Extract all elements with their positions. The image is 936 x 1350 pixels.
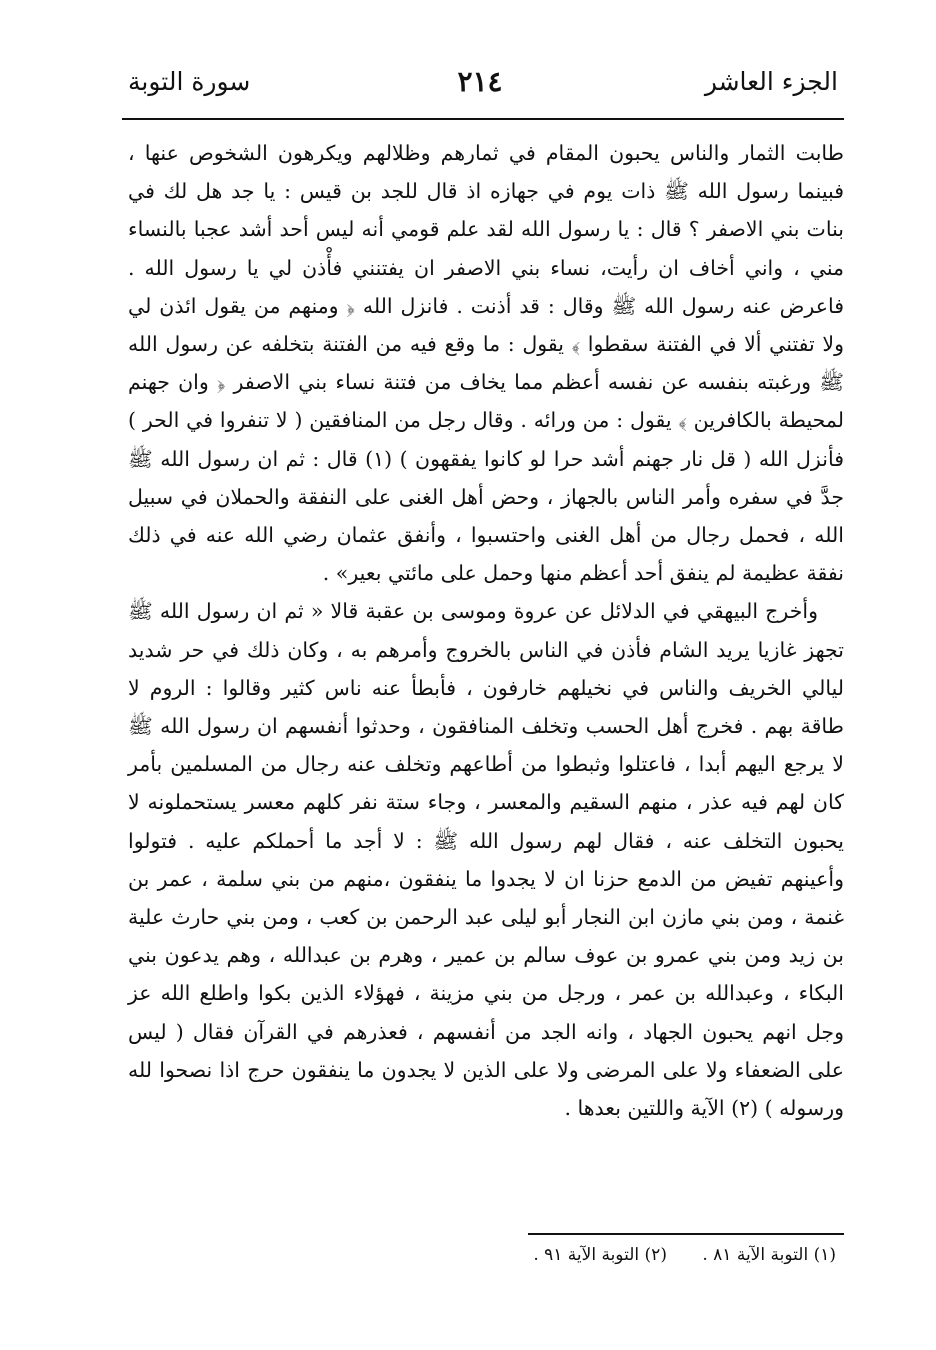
page-number: ٢١٤ <box>457 65 503 98</box>
footnote-2: (٢) التوبة الآية ٩١ . <box>533 1245 667 1265</box>
header-divider <box>122 118 844 120</box>
footnote-divider <box>528 1233 844 1235</box>
running-header <box>118 66 842 108</box>
part-title: الجزء العاشر <box>704 67 838 96</box>
paragraph-1: طابت الثمار والناس يحبون المقام في ثمارهم وظلالهم ويكرهون الشخوص عنها ، فبينما رسول الله ﷺ ذات يوم في جهازه اذ قال للجد بن قيس : يا جد هل لك في بنات بني الاصفر ؟ قال : يا رسول الله لقد علم قومي أنه ليس أحد أشد عجبا بالنساء مني ، واني أخاف ان رأيت، نساء بني الاصفر ان يفتنني فأْذن لي يا رسول الله . فاعرض عنه رسول الله ﷺ وقال : قد أذنت . فانزل الله ﴿ ومنهم من يقول ائذن لي ولا تفتني ألا في الفتنة سقطوا ﴾ يقول : ما وقع فيه من الفتنة بتخلفه عن رسول الله ﷺ ورغبته بنفسه عن نفسه أعظم مما يخاف من فتنة نساء بني الاصفر ﴿ وان جهنم لمحيطة بالكافرين ﴾ يقول : من ورائه . وقال رجل من المنافقين ( لا تنفروا في الحر ) فأنزل الله ( قل نار جهنم أشد حرا لو كانوا يفقهون ) (١) قال : ثم ان رسول الله ﷺ جدَّ في سفره وأمر الناس بالجهاز ، وحض أهل الغنى على النفقة والحملان في سبيل الله ، فحمل رجال من أهل الغنى واحتسبوا ، وأنفق عثمان رضي الله عنه في ذلك نفقة عظيمة لم ينفق أحد أعظم منها وحمل على مائتي بعير» . <box>128 141 844 586</box>
paragraph-2: وأخرج البيهقي في الدلائل عن عروة وموسى بن عقبة قالا « ثم ان رسول الله ﷺ تجهز غازيا يريد الشام فأذن في الناس بالخروج وأمرهم به ، وكان ذلك في حر شديد ليالي الخريف والناس في نخيلهم خارفون ، فأبطأ عنه ناس كثير وقالوا : الروم لا طاقة بهم . فخرج أهل الحسب وتخلف المنافقون ، وحدثوا أنفسهم ان رسول الله ﷺ لا يرجع اليهم أبدا ، فاعتلوا وثبطوا من أطاعهم وتخلف عنه رجال من المسلمين بأمر كان لهم فيه عذر ، منهم السقيم والمعسر ، وجاء ستة نفر كلهم معسر يستحملونه لا يحبون التخلف عنه ، فقال لهم رسول الله ﷺ : لا أجد ما أحملكم عليه . فتولوا وأعينهم تفيض من الدمع حزنا ان لا يجدوا ما ينفقون ،منهم من بني سلمة ، عمر بن غنمة ، ومن بني مازن ابن النجار أبو ليلى عبد الرحمن بن كعب ، ومن بني حارث علية بن زيد ومن بني عمرو بن عوف سالم بن عمير ، وهرم بن عبدالله ، وهم يدعون بني البكاء ، وعبدالله بن عمر ، ورجل من بني مزينة ، فهؤلاء الذين بكوا واطلع الله عز وجل انهم يحبون الجهاد ، وانه الجد من أنفسهم ، فعذرهم في القرآن فقال ( ليس على الضعفاء ولا على المرضى ولا على الذين لا يجدون ما ينفقون حرج اذا نصحوا لله ورسوله ) (٢) الآية واللتين بعدها . <box>128 599 844 1121</box>
main-text <box>128 134 844 1127</box>
footnotes <box>416 1243 836 1267</box>
surah-title: سورة التوبة <box>128 67 251 96</box>
footnote-1: (١) التوبة الآية ٨١ . <box>702 1245 836 1265</box>
